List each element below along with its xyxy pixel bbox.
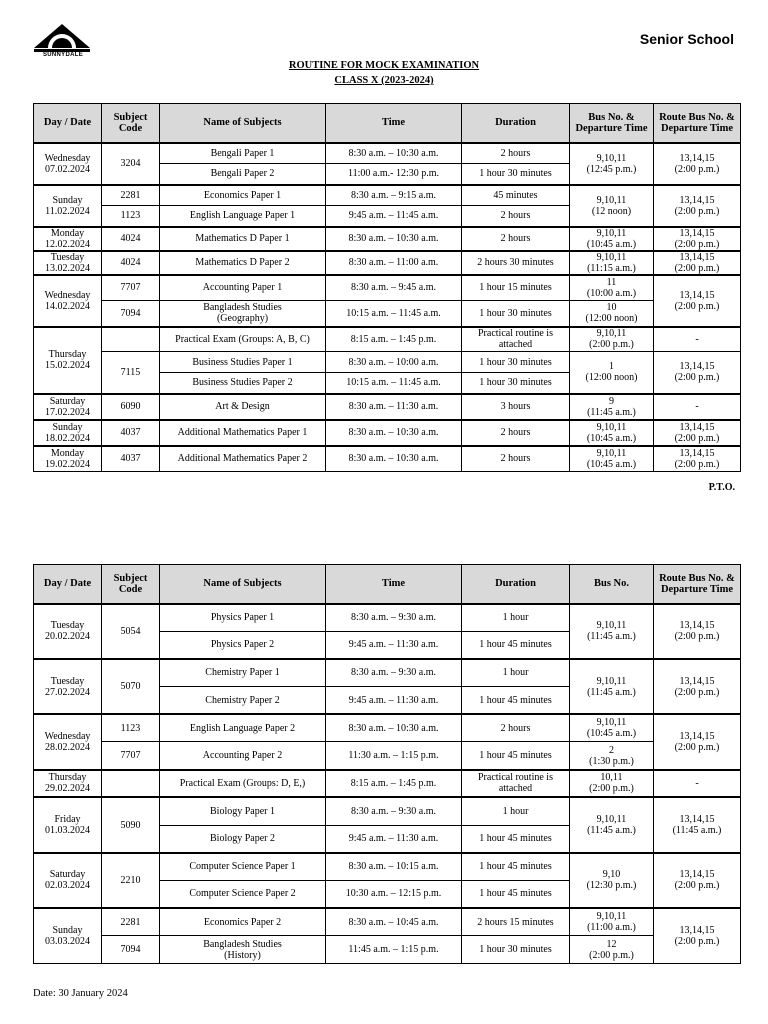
- bus-cell: 9,10,11 (10:45 a.m.): [570, 714, 654, 742]
- subject-name-cell: Bangladesh Studies (History): [160, 936, 326, 964]
- duration-cell: 1 hour 30 minutes: [462, 373, 570, 394]
- day-date-cell: Thursday 15.02.2024: [34, 327, 102, 394]
- time-cell: 8:15 a.m. – 1:45 p.m.: [326, 327, 462, 352]
- day-date-cell: Saturday 02.03.2024: [34, 853, 102, 908]
- subject-name-cell: Chemistry Paper 1: [160, 659, 326, 687]
- column-header: Name of Subjects: [160, 565, 326, 604]
- column-header: Duration: [462, 565, 570, 604]
- day-date-cell: Tuesday 27.02.2024: [34, 659, 102, 714]
- duration-cell: 1 hour 30 minutes: [462, 164, 570, 185]
- subject-name-cell: Computer Science Paper 1: [160, 853, 326, 881]
- bus-cell: 10 (12:00 noon): [570, 301, 654, 327]
- table-row: [34, 714, 741, 742]
- route-bus-cell: 13,14,15 (2:00 p.m.): [654, 143, 741, 185]
- subject-name-cell: Biology Paper 1: [160, 797, 326, 825]
- time-cell: 8:30 a.m. – 10:30 a.m.: [326, 446, 462, 472]
- time-cell: 8:30 a.m. – 11:30 a.m.: [326, 394, 462, 420]
- subject-name-cell: Biology Paper 2: [160, 825, 326, 853]
- time-cell: 11:45 a.m. – 1:15 p.m.: [326, 936, 462, 964]
- route-bus-cell: 13,14,15 (2:00 p.m.): [654, 275, 741, 327]
- time-cell: 10:15 a.m. – 11:45 a.m.: [326, 373, 462, 394]
- table-row: [34, 908, 741, 936]
- column-header: Subject Code: [102, 565, 160, 604]
- subject-code-cell: 7707: [102, 742, 160, 770]
- subject-code-cell: [102, 327, 160, 352]
- time-cell: 8:30 a.m. – 9:30 a.m.: [326, 604, 462, 632]
- duration-cell: 2 hours: [462, 143, 570, 164]
- subject-name-cell: Art & Design: [160, 394, 326, 420]
- subject-name-cell: Business Studies Paper 2: [160, 373, 326, 394]
- table-row: [34, 853, 741, 881]
- subject-code-cell: 2281: [102, 185, 160, 206]
- column-header: Time: [326, 104, 462, 143]
- table-row: [34, 936, 741, 964]
- day-date-cell: Sunday 18.02.2024: [34, 420, 102, 446]
- page-title: ROUTINE FOR MOCK EXAMINATION: [288, 60, 480, 71]
- subject-name-cell: Business Studies Paper 1: [160, 352, 326, 373]
- subject-name-cell: Accounting Paper 2: [160, 742, 326, 770]
- day-date-cell: Tuesday 20.02.2024: [34, 604, 102, 659]
- day-date-cell: Monday 19.02.2024: [34, 446, 102, 472]
- bus-cell: 9,10,11 (12 noon): [570, 185, 654, 227]
- time-cell: 9:45 a.m. – 11:30 a.m.: [326, 825, 462, 853]
- subject-code-cell: 4037: [102, 446, 160, 472]
- page-subtitle: CLASS X (2023-2024): [334, 75, 434, 86]
- bus-cell: 9,10,11 (11:45 a.m.): [570, 604, 654, 659]
- column-header: Day / Date: [34, 565, 102, 604]
- subject-name-cell: Mathematics D Paper 2: [160, 251, 326, 275]
- route-bus-cell: -: [654, 394, 741, 420]
- bus-cell: 10,11 (2:00 p.m.): [570, 770, 654, 798]
- day-date-cell: Wednesday 28.02.2024: [34, 714, 102, 769]
- subject-code-cell: 4037: [102, 420, 160, 446]
- subject-name-cell: Bengali Paper 1: [160, 143, 326, 164]
- time-cell: 8:30 a.m. – 9:30 a.m.: [326, 659, 462, 687]
- subject-name-cell: Bengali Paper 2: [160, 164, 326, 185]
- table-row: [34, 797, 741, 825]
- time-cell: 8:15 a.m. – 1:45 p.m.: [326, 770, 462, 798]
- duration-cell: 1 hour 15 minutes: [462, 275, 570, 301]
- exam-routine-table-1: [33, 103, 741, 472]
- duration-cell: 2 hours: [462, 420, 570, 446]
- column-header: Bus No.: [570, 565, 654, 604]
- subject-name-cell: Additional Mathematics Paper 2: [160, 446, 326, 472]
- time-cell: 8:30 a.m. – 9:30 a.m.: [326, 797, 462, 825]
- duration-cell: 1 hour: [462, 797, 570, 825]
- duration-cell: 1 hour 45 minutes: [462, 742, 570, 770]
- column-header: Subject Code: [102, 104, 160, 143]
- time-cell: 8:30 a.m. – 9:45 a.m.: [326, 275, 462, 301]
- table-row: [34, 770, 741, 798]
- table-row: [34, 394, 741, 420]
- subject-code-cell: 5070: [102, 659, 160, 714]
- bus-cell: 12 (2:00 p.m.): [570, 936, 654, 964]
- table-row: [34, 659, 741, 687]
- subject-name-cell: Practical Exam (Groups: A, B, C): [160, 327, 326, 352]
- subject-name-cell: English Language Paper 1: [160, 206, 326, 227]
- time-cell: 10:30 a.m. – 12:15 p.m.: [326, 880, 462, 908]
- duration-cell: 1 hour 45 minutes: [462, 687, 570, 715]
- subject-code-cell: 4024: [102, 227, 160, 251]
- subject-code-cell: 2210: [102, 853, 160, 908]
- day-date-cell: Sunday 11.02.2024: [34, 185, 102, 227]
- table-row: [34, 420, 741, 446]
- bus-cell: 11 (10:00 a.m.): [570, 275, 654, 301]
- bus-cell: 9,10,11 (11:45 a.m.): [570, 797, 654, 852]
- subject-name-cell: Physics Paper 1: [160, 604, 326, 632]
- duration-cell: 2 hours: [462, 714, 570, 742]
- subject-name-cell: Economics Paper 1: [160, 185, 326, 206]
- subject-name-cell: Economics Paper 2: [160, 908, 326, 936]
- bus-cell: 9,10,11 (10:45 a.m.): [570, 420, 654, 446]
- table-row: [34, 301, 741, 327]
- time-cell: 8:30 a.m. – 10:30 a.m.: [326, 714, 462, 742]
- subject-name-cell: Practical Exam (Groups: D, E,): [160, 770, 326, 798]
- issue-date: Date: 30 January 2024: [33, 988, 128, 999]
- subject-name-cell: English Language Paper 2: [160, 714, 326, 742]
- route-bus-cell: 13,14,15 (2:00 p.m.): [654, 908, 741, 963]
- route-bus-cell: 13,14,15 (2:00 p.m.): [654, 446, 741, 472]
- duration-cell: 1 hour 45 minutes: [462, 880, 570, 908]
- subject-name-cell: Mathematics D Paper 1: [160, 227, 326, 251]
- duration-cell: 2 hours: [462, 227, 570, 251]
- bus-cell: 9,10,11 (11:15 a.m.): [570, 251, 654, 275]
- bus-cell: 9,10,11 (10:45 a.m.): [570, 446, 654, 472]
- bus-cell: 9,10,11 (11:00 a.m.): [570, 908, 654, 936]
- time-cell: 8:30 a.m. – 10:45 a.m.: [326, 908, 462, 936]
- duration-cell: Practical routine is attached: [462, 327, 570, 352]
- time-cell: 8:30 a.m. – 10:30 a.m.: [326, 227, 462, 251]
- route-bus-cell: 13,14,15 (2:00 p.m.): [654, 227, 741, 251]
- duration-cell: 2 hours: [462, 206, 570, 227]
- table-row: [34, 352, 741, 373]
- route-bus-cell: 13,14,15 (2:00 p.m.): [654, 251, 741, 275]
- time-cell: 8:30 a.m. – 11:00 a.m.: [326, 251, 462, 275]
- bus-cell: 9 (11:45 a.m.): [570, 394, 654, 420]
- subject-name-cell: Bangladesh Studies (Geography): [160, 301, 326, 327]
- time-cell: 9:45 a.m. – 11:45 a.m.: [326, 206, 462, 227]
- time-cell: 11:00 a.m.- 12:30 p.m.: [326, 164, 462, 185]
- duration-cell: 1 hour 30 minutes: [462, 301, 570, 327]
- time-cell: 8:30 a.m. – 10:00 a.m.: [326, 352, 462, 373]
- duration-cell: 2 hours 30 minutes: [462, 251, 570, 275]
- table-row: [34, 185, 741, 206]
- duration-cell: Practical routine is attached: [462, 770, 570, 798]
- day-date-cell: Thursday 29.02.2024: [34, 770, 102, 798]
- duration-cell: 1 hour: [462, 659, 570, 687]
- subject-code-cell: 4024: [102, 251, 160, 275]
- day-date-cell: Wednesday 14.02.2024: [34, 275, 102, 327]
- pto-note: P.T.O.: [708, 482, 735, 493]
- subject-code-cell: 2281: [102, 908, 160, 936]
- duration-cell: 1 hour 45 minutes: [462, 631, 570, 659]
- duration-cell: 1 hour: [462, 604, 570, 632]
- table-row: [34, 604, 741, 632]
- subject-code-cell: 5054: [102, 604, 160, 659]
- subject-code-cell: [102, 770, 160, 798]
- duration-cell: 1 hour 30 minutes: [462, 936, 570, 964]
- route-bus-cell: 13,14,15 (2:00 p.m.): [654, 185, 741, 227]
- route-bus-cell: 13,14,15 (2:00 p.m.): [654, 604, 741, 659]
- duration-cell: 2 hours: [462, 446, 570, 472]
- route-bus-cell: -: [654, 327, 741, 352]
- subject-name-cell: Chemistry Paper 2: [160, 687, 326, 715]
- subject-code-cell: 1123: [102, 714, 160, 742]
- duration-cell: 1 hour 45 minutes: [462, 853, 570, 881]
- subject-code-cell: 5090: [102, 797, 160, 852]
- duration-cell: 1 hour 45 minutes: [462, 825, 570, 853]
- subject-name-cell: Additional Mathematics Paper 1: [160, 420, 326, 446]
- route-bus-cell: 13,14,15 (2:00 p.m.): [654, 853, 741, 908]
- column-header: Route Bus No. & Departure Time: [654, 565, 741, 604]
- route-bus-cell: 13,14,15 (2:00 p.m.): [654, 714, 741, 769]
- day-date-cell: Sunday 03.03.2024: [34, 908, 102, 963]
- route-bus-cell: 13,14,15 (2:00 p.m.): [654, 420, 741, 446]
- bus-cell: 1 (12:00 noon): [570, 352, 654, 394]
- logo-text: SUNNYDALE: [42, 52, 84, 58]
- subject-code-cell: 7094: [102, 936, 160, 964]
- column-header: Route Bus No. & Departure Time: [654, 104, 741, 143]
- column-header: Name of Subjects: [160, 104, 326, 143]
- subject-code-cell: 7115: [102, 352, 160, 394]
- bus-cell: 2 (1:30 p.m.): [570, 742, 654, 770]
- table-row: [34, 143, 741, 164]
- route-bus-cell: 13,14,15 (2:00 p.m.): [654, 352, 741, 394]
- time-cell: 8:30 a.m. – 10:30 a.m.: [326, 420, 462, 446]
- table-row: [34, 742, 741, 770]
- column-header: Day / Date: [34, 104, 102, 143]
- time-cell: 8:30 a.m. – 9:15 a.m.: [326, 185, 462, 206]
- route-bus-cell: 13,14,15 (11:45 a.m.): [654, 797, 741, 852]
- subject-code-cell: 7094: [102, 301, 160, 327]
- day-date-cell: Monday 12.02.2024: [34, 227, 102, 251]
- subject-code-cell: 3204: [102, 143, 160, 185]
- duration-cell: 3 hours: [462, 394, 570, 420]
- bus-cell: 9,10 (12:30 p.m.): [570, 853, 654, 908]
- subject-code-cell: 6090: [102, 394, 160, 420]
- exam-routine-table-2: [33, 564, 741, 964]
- bus-cell: 9,10,11 (10:45 a.m.): [570, 227, 654, 251]
- table-row: [34, 227, 741, 251]
- bus-cell: 9,10,11 (2:00 p.m.): [570, 327, 654, 352]
- table-row: [34, 446, 741, 472]
- column-header: Duration: [462, 104, 570, 143]
- time-cell: 9:45 a.m. – 11:30 a.m.: [326, 631, 462, 659]
- table-row: [34, 275, 741, 301]
- route-bus-cell: 13,14,15 (2:00 p.m.): [654, 659, 741, 714]
- bus-cell: 9,10,11 (11:45 a.m.): [570, 659, 654, 714]
- duration-cell: 1 hour 30 minutes: [462, 352, 570, 373]
- subject-name-cell: Computer Science Paper 2: [160, 880, 326, 908]
- route-bus-cell: -: [654, 770, 741, 798]
- day-date-cell: Saturday 17.02.2024: [34, 394, 102, 420]
- day-date-cell: Tuesday 13.02.2024: [34, 251, 102, 275]
- time-cell: 10:15 a.m. – 11:45 a.m.: [326, 301, 462, 327]
- subject-name-cell: Physics Paper 2: [160, 631, 326, 659]
- table-row: [34, 327, 741, 352]
- time-cell: 8:30 a.m. – 10:30 a.m.: [326, 143, 462, 164]
- day-date-cell: Friday 01.03.2024: [34, 797, 102, 852]
- duration-cell: 45 minutes: [462, 185, 570, 206]
- subject-code-cell: 1123: [102, 206, 160, 227]
- subject-code-cell: 7707: [102, 275, 160, 301]
- column-header: Bus No. & Departure Time: [570, 104, 654, 143]
- bus-cell: 9,10,11 (12:45 p.m.): [570, 143, 654, 185]
- time-cell: 11:30 a.m. – 1:15 p.m.: [326, 742, 462, 770]
- school-name: Senior School: [639, 31, 734, 47]
- duration-cell: 2 hours 15 minutes: [462, 908, 570, 936]
- table-row: [34, 251, 741, 275]
- time-cell: 8:30 a.m. – 10:15 a.m.: [326, 853, 462, 881]
- time-cell: 9:45 a.m. – 11:30 a.m.: [326, 687, 462, 715]
- day-date-cell: Wednesday 07.02.2024: [34, 143, 102, 185]
- subject-name-cell: Accounting Paper 1: [160, 275, 326, 301]
- column-header: Time: [326, 565, 462, 604]
